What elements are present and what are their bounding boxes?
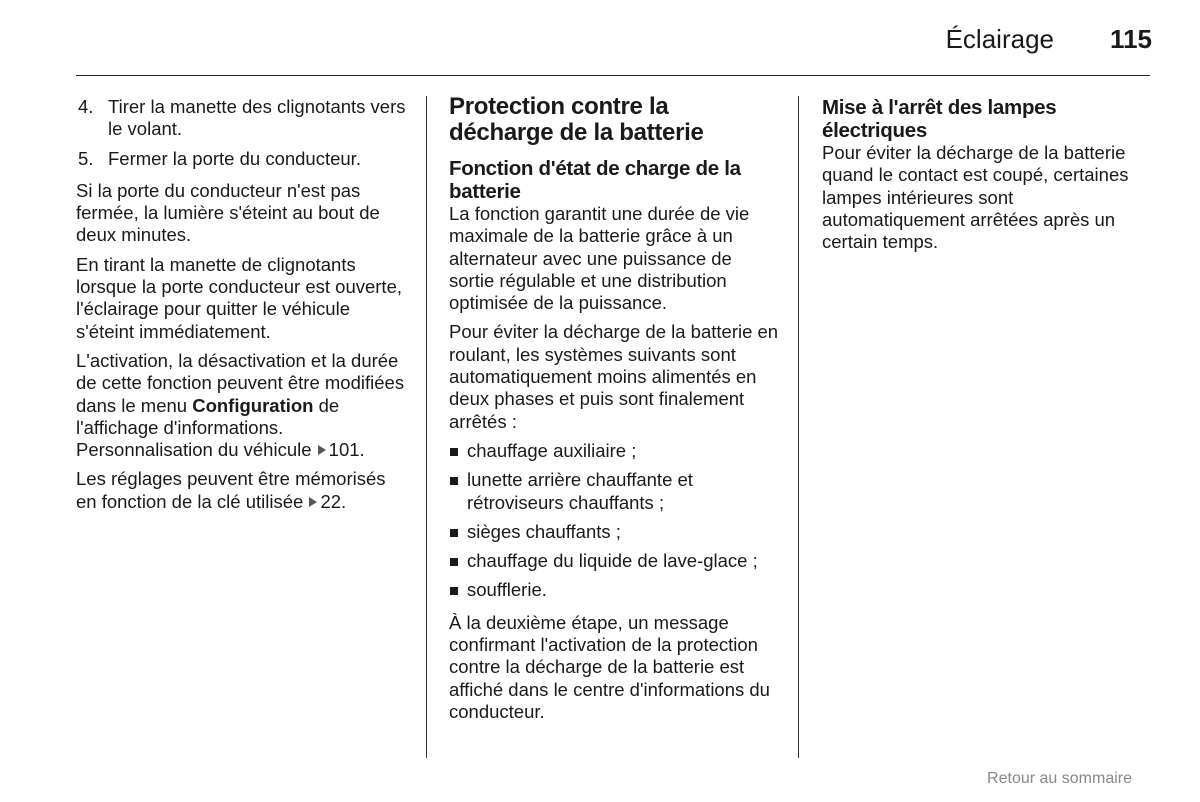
subsection-heading: Fonction d'état de charge de la batterie	[449, 157, 741, 203]
list-item	[449, 521, 779, 543]
step-number: 4.	[78, 96, 94, 117]
menu-name: Configuration	[192, 394, 314, 416]
column-3	[822, 97, 1154, 260]
list-item-text: chauffage auxiliaire ;	[467, 439, 637, 461]
bullet-icon	[450, 448, 458, 456]
subsection-heading: Mise à l'arrêt des lampes électriques	[822, 96, 1057, 142]
paragraph: Pour éviter la décharge de la batterie quand le contact est coupé, certaines lampes intérieures sont automatiquement arrêtées après un certain temps.	[822, 142, 1129, 253]
text: Les réglages peuvent être mémorisés en fonction de la clé utilisée	[76, 468, 386, 512]
paragraph: En tirant la manette de clignotants lorsque la porte conducteur est ouverte, l'éclairage pour quitter le véhicule s'éteint immédiatement.	[76, 253, 402, 342]
paragraph-configuration	[76, 350, 410, 461]
paragraph: Pour éviter la décharge de la batterie en roulant, les systèmes suivants sont automatiquement moins alimentés en deux phases et puis sont finalement arrêtés :	[449, 321, 779, 432]
text: de l'affichage d'informations. Personnalisation du véhicule	[76, 394, 340, 461]
list-item	[449, 579, 779, 601]
section-heading: Protection contre la décharge de la batterie	[449, 93, 704, 146]
list-item-text: chauffage du liquide de lave-glace ;	[467, 550, 758, 572]
page-header-title: Éclairage	[945, 24, 1054, 54]
paragraph: À la deuxième étape, un message confirmant l'activation de la protection contre la décharge de la batterie est affiché dans le centre d'informations du conducteur.	[449, 611, 770, 722]
paragraph-memorize	[76, 468, 410, 513]
header-rule	[76, 75, 1150, 76]
step-number: 5.	[78, 147, 94, 169]
page-reference-link[interactable]: 22.	[320, 490, 347, 512]
page-reference-icon	[309, 497, 317, 507]
steps-list	[76, 96, 410, 170]
page-number: 115	[1110, 24, 1152, 54]
list-item-text: soufflerie.	[467, 579, 547, 601]
column-divider-2	[798, 96, 799, 758]
bullet-icon	[450, 558, 458, 566]
back-to-contents-link[interactable]: Retour au sommaire	[987, 770, 1132, 787]
step-text: Tirer la manette des clignotants vers le volant.	[108, 96, 406, 140]
list-item	[449, 469, 779, 514]
paragraph: Si la porte du conducteur n'est pas fermée, la lumière s'éteint au bout de deux minutes.	[76, 179, 380, 246]
list-item-text: lunette arrière chauffante et rétroviseurs chauffants ;	[467, 469, 693, 513]
column-1	[76, 96, 410, 520]
step-item	[76, 96, 410, 141]
list-item	[449, 440, 779, 462]
page-reference-icon	[318, 445, 326, 455]
bullet-icon	[450, 477, 458, 485]
paragraph: La fonction garantit une durée de vie maximale de la batterie grâce à un alternateur avec une puissance de sortie régulable et une distribution optimisée de la puissance.	[449, 203, 750, 314]
column-divider-1	[426, 96, 427, 758]
step-text: Fermer la porte du conducteur.	[108, 147, 361, 169]
step-item	[76, 148, 410, 170]
bullet-icon	[450, 587, 458, 595]
bullet-icon	[450, 529, 458, 537]
column-2	[449, 94, 779, 730]
systems-list	[449, 440, 779, 602]
list-item-text: sièges chauffants ;	[467, 520, 621, 542]
page-reference-link[interactable]: 101.	[328, 439, 365, 461]
text: L'activation, la désactivation et la durée de cette fonction peuvent être modifiées dans le menu	[76, 349, 405, 416]
list-item	[449, 550, 779, 572]
